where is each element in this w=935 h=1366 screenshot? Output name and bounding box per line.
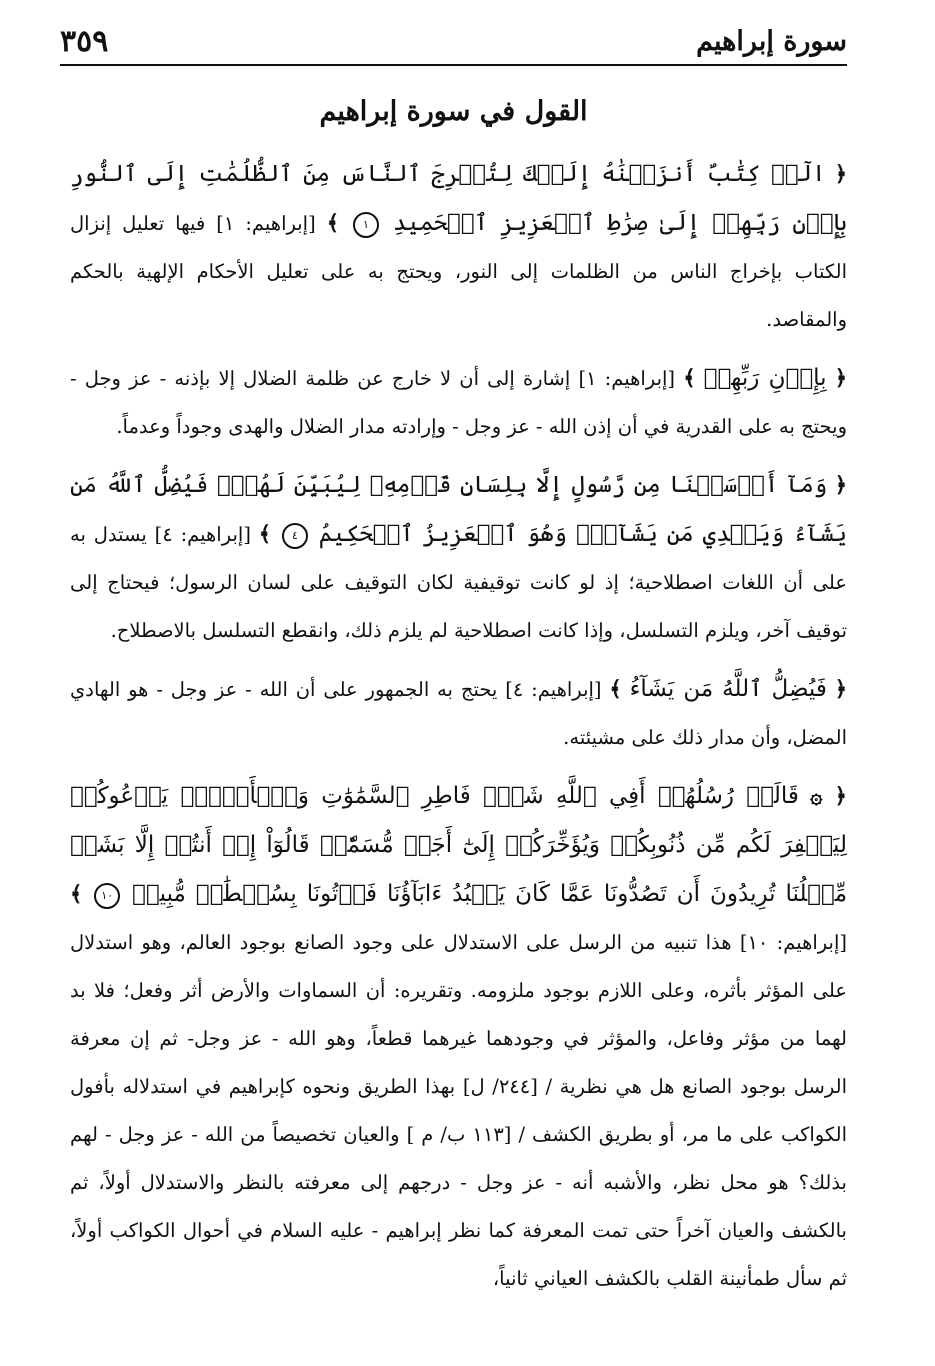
open-bracket: ﴿ — [834, 676, 848, 701]
verse-reference: [إبراهيم: ١] — [578, 367, 676, 390]
quran-verse: قَالَتۡ رُسُلُهُمۡ أَفِي ٱللَّهِ شَكّٞ فَاطِرِ ٱلسَّمَٰوَٰتِ وَٱلۡأَرۡضِۖ يَدۡعُوكُمۡ لِيَغۡفِرَ لَكُم مِّن ذُنُوبِكُمۡ وَيُؤَخِّرَكُمۡ إِلَىٰٓ أَجَلٖ مُّسَمّٗىۚ قَالُوٓاْ إِنۡ أَنتُمۡ إِلَّا بَشَرٞ مِّثۡلُنَا تُرِيدُونَ أَن تَصُدُّونَا عَمَّا كَانَ يَعۡبُدُ ءَابَآؤُنَا فَأۡتُونَا بِسُلۡطَٰنٖ مُّبِينٖ — [70, 783, 848, 907]
text-body — [70, 150, 847, 1313]
open-bracket: ﴿ — [834, 161, 847, 186]
header-rule — [60, 64, 847, 66]
quran-verse: بِإِذۡنِ رَبِّهِمۡ — [703, 365, 827, 391]
close-bracket: ﴾ — [258, 521, 272, 546]
verse-reference: [إبراهيم: ٤] — [505, 678, 602, 701]
close-bracket: ﴾ — [326, 210, 340, 235]
verse-reference: [إبراهيم: ١٠] — [739, 931, 847, 954]
commentary-text: يستدل به على أن اللغات اصطلاحية؛ إذ لو كانت توقيفية لكان التوقيف على لسان الرسول؛ فيحتاج إلى توقيف آخر، ويلزم التسلسل، وإذا كانت اصطلاحية لم يلزم ذلك، وانقطع التسلسل بالاصطلاح. — [70, 523, 847, 642]
open-bracket: ﴿ — [834, 365, 848, 390]
surah-name: سورة إبراهيم — [696, 26, 847, 57]
paragraph — [70, 665, 847, 762]
paragraph — [70, 461, 847, 655]
close-bracket: ﴾ — [70, 881, 83, 906]
close-bracket: ﴾ — [609, 676, 622, 701]
commentary-text: يحتج به الجمهور على أن الله - عز وجل - هو الهادي المضل، وأن مدار ذلك على مشيئته. — [70, 678, 847, 749]
close-bracket: ﴾ — [683, 365, 696, 390]
commentary-text: إشارة إلى أن لا خارج عن ظلمة الضلال إلا بإذنه - عز وجل - ويحتج به على القدرية في أن إذن الله - عز وجل - وإرادته مدار الضلال والهدى وجوداً وعدماً. — [70, 367, 847, 438]
ayah-marker: ٤ — [282, 523, 308, 549]
paragraph — [70, 354, 847, 451]
section-title: القول في سورة إبراهيم — [319, 96, 588, 127]
quran-verse: فَيُضِلُّ ٱللَّهُ مَن يَشَآءُ — [629, 676, 827, 702]
running-header — [60, 18, 847, 66]
ayah-marker: ١٠ — [94, 883, 120, 909]
open-bracket: ﴿ — [834, 472, 847, 497]
open-bracket: ﴿ ۞ — [810, 783, 847, 808]
paragraph — [70, 772, 847, 1303]
ayah-marker: ١ — [353, 212, 379, 238]
page-number: ٣٥٩ — [60, 24, 109, 59]
commentary-text: هذا تنبيه من الرسل على الاستدلال على وجود الصانع بوجود العالم، وهو استدلال على المؤثر بأثره، وعلى اللازم بوجود ملزومه. وتقريره: أن السماوات والأرض أثر وفعل؛ فلا بد لهما من مؤثر وفاعل، والمؤثر في وجودهما غيرهما قطعاً، وهو الله - عز وجل- ثم إن معرفة الرسل بوجود الصانع هل هي نظرية / [٢٤٤/ ل] بهذا الطريق ونحوه كإبراهيم في استدلاله بأفول الكواكب على ما مر، أو بطريق الكشف / [١١٣ ب/ م ] والعيان تخصيصاً من الله - عز وجل - لهم بذلك؟ هو محل نظر، والأشبه أنه - عز وجل - درجهم إلى معرفته بالنظر والاستدلال أولاً، ثم بالكشف والعيان آخراً حتى تمت المعرفة كما نظر إبراهيم - عليه السلام في أحوال الكواكب أولاً، ثم سأل طمأنينة القلب بالكشف العياني ثانياً، — [70, 931, 847, 1290]
commentary-text: فيها تعليل إنزال الكتاب بإخراج الناس من الظلمات إلى النور، ويحتج به على تعليل الأحكام الإلهية بالحكم والمقاصد. — [70, 212, 847, 331]
quran-verse: وَمَآ أَرۡسَلۡنَا مِن رَّسُولٍ إِلَّا بِلِسَانِ قَوۡمِهِۦ لِيُبَيِّنَ لَهُمۡۖ فَيُضِلُّ ٱللَّهُ مَن يَشَآءُ وَيَهۡدِي مَن يَشَآءُۚ وَهُوَ ٱلۡعَزِيزُ ٱلۡحَكِيمُ — [70, 472, 847, 547]
verse-reference: [إبراهيم: ١] — [216, 212, 316, 235]
verse-reference: [إبراهيم: ٤] — [154, 523, 251, 546]
quran-verse: الٓرۚ كِتَٰبٌ أَنزَلۡنَٰهُ إِلَيۡكَ لِتُخۡرِجَ ٱلنَّاسَ مِنَ ٱلظُّلُمَٰتِ إِلَى ٱلنُّورِ بِإِذۡنِ رَبِّهِمۡ إِلَىٰ صِرَٰطِ ٱلۡعَزِيزِ ٱلۡحَمِيدِ — [70, 161, 847, 236]
paragraph — [70, 150, 847, 344]
